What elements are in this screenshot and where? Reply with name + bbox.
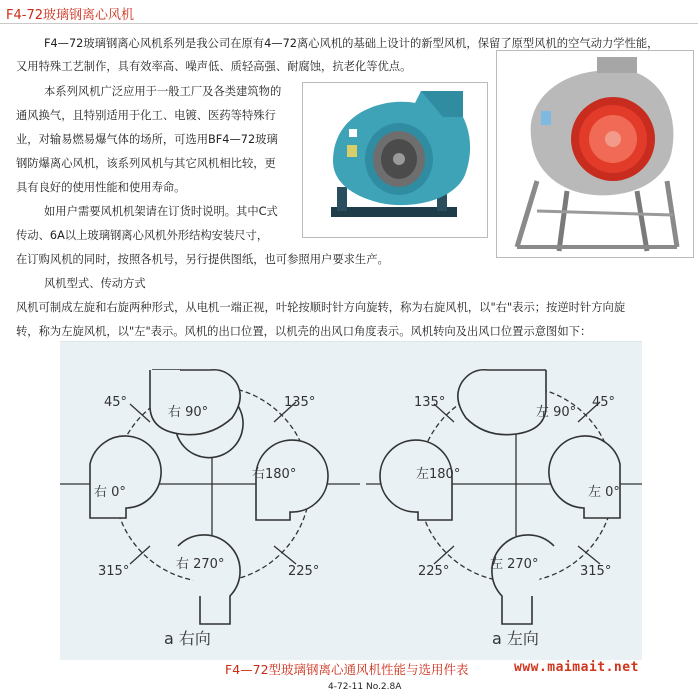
left-diagram-caption: a 左向 <box>492 629 539 648</box>
left-casing-270: 左 270° <box>490 557 539 572</box>
order-note-line-1: 如用户需要风机机架请在订货时说明。其中C式 <box>44 205 278 218</box>
right-diagram-caption: a 右向 <box>164 629 211 648</box>
right-casing-180: 右180° <box>252 467 297 482</box>
intro-line-1: F4—72玻璃钢离心风机系列是我公司在原有4—72离心风机的基础上设计的新型风机，保留了原型风机的空气动力学性能， <box>44 37 659 50</box>
application-line-4: 钢防爆离心风机，该系列风机与其它风机相比较，更 <box>16 157 276 170</box>
title-divider <box>0 23 698 24</box>
order-note-line-2: 传动、6A以上玻璃钢离心风机外形结构安装尺寸， <box>16 229 269 242</box>
left-angle-45: 45° <box>592 395 616 410</box>
left-angle-225: 225° <box>418 564 450 579</box>
right-angle-135: 135° <box>284 395 316 410</box>
application-line-3: 业，对输易燃易爆气体的场所，可选用BF4—72玻璃 <box>16 133 278 146</box>
intro-line-2: 又用特殊工艺制作，具有效率高、噪声低、质轻高强、耐腐蚀，抗老化等优点。 <box>16 60 412 73</box>
right-angle-45: 45° <box>104 395 128 410</box>
left-casing-180: 左180° <box>416 467 461 482</box>
blue-fan-photo <box>302 82 488 238</box>
section-heading: 风机型式、传动方式 <box>44 277 146 290</box>
application-line-1: 本系列风机广泛应用于一般工厂及各类建筑物的 <box>44 85 282 98</box>
left-casing-90: 左 90° <box>536 405 577 420</box>
application-line-2: 通风换气，且特别适用于化工、电镀、医药等特殊行 <box>16 109 276 122</box>
table-caption: F4—72型玻璃钢离心通风机性能与选用件表 <box>225 662 469 677</box>
right-casing-90: 右 90° <box>168 405 209 420</box>
page-title: F4-72玻璃钢离心风机 <box>6 8 134 23</box>
left-angle-135: 135° <box>414 395 446 410</box>
right-casing-270: 右 270° <box>176 557 225 572</box>
application-line-5: 具有良好的使用性能和使用寿命。 <box>16 181 186 194</box>
right-angle-225: 225° <box>288 564 320 579</box>
left-casing-0: 左 0° <box>588 485 620 500</box>
site-watermark: www.maimait.net <box>514 660 639 675</box>
section-line-2: 转，称为左旋风机，以"左"表示。风机的出口位置，以机壳的出风口角度表示。风机转向及出风口位置示意图如下： <box>16 325 592 338</box>
model-number: 4-72-11 No.2.8A <box>328 682 402 692</box>
right-angle-315: 315° <box>98 564 130 579</box>
right-casing-0: 右 0° <box>94 485 126 500</box>
section-line-1: 风机可制成左旋和右旋两种形式，从电机一端正视，叶轮按顺时针方向旋转，称为右旋风机，以"右"表示；按逆时针方向旋 <box>16 301 626 314</box>
fan-rotation-diagram <box>60 341 642 660</box>
order-note-line-3: 在订购风机的同时，按照各机号，另行提供图纸，也可参照用户要求生产。 <box>16 253 389 266</box>
left-angle-315: 315° <box>580 564 612 579</box>
red-fan-photo <box>496 50 694 258</box>
